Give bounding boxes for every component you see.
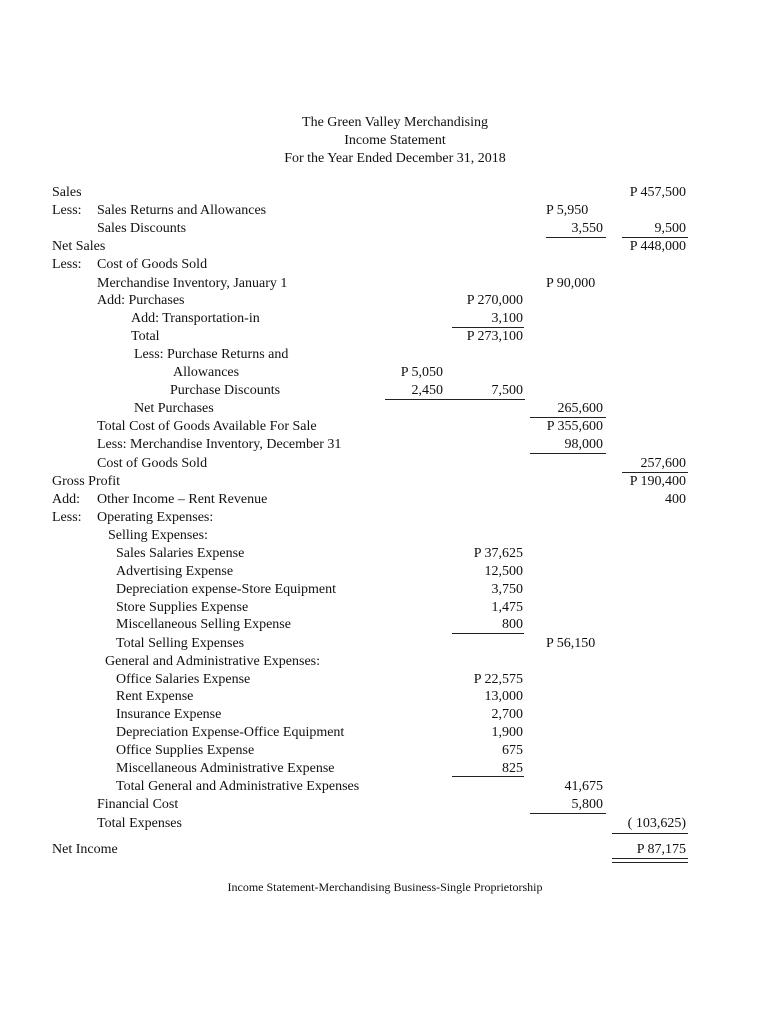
label-rent: Rent Expense	[116, 689, 194, 704]
value-advertising: 12,500	[484, 564, 523, 579]
label-operating-expenses: Operating Expenses:	[97, 510, 214, 525]
label-purchase-discounts: Purchase Discounts	[170, 383, 281, 398]
value-financial-cost: 5,800	[571, 797, 603, 812]
value-total-selling: P 56,150	[546, 636, 596, 651]
value-total: P 273,100	[466, 329, 523, 344]
value-net-sales: P 448,000	[629, 239, 686, 254]
label-depreciation-store: Depreciation expense-Store Equipment	[116, 582, 337, 597]
label-total-general-admin: Total General and Administrative Expenses	[116, 779, 360, 794]
label-purchases: Add: Purchases	[97, 293, 185, 308]
label-less-purchase-returns: Less: Purchase Returns and	[134, 347, 289, 362]
label-cogs-heading: Cost of Goods Sold	[97, 257, 208, 272]
value-total-sales-deductions: 9,500	[654, 221, 686, 236]
value-purchases: P 270,000	[466, 293, 523, 308]
value-misc-selling: 800	[502, 617, 523, 632]
label-misc-selling: Miscellaneous Selling Expense	[116, 617, 291, 632]
value-cost-of-goods-sold: 257,600	[640, 456, 686, 471]
label-misc-admin: Miscellaneous Administrative Expense	[116, 761, 335, 776]
value-sales-returns: P 5,950	[546, 203, 589, 218]
prefix-less-cogs: Less:	[52, 257, 82, 272]
value-depreciation-office: 1,900	[491, 725, 523, 740]
value-insurance: 2,700	[491, 707, 523, 722]
label-sales: Sales	[52, 185, 82, 200]
underline	[530, 813, 606, 814]
value-total-expenses: ( 103,625)	[627, 816, 686, 831]
value-gross-profit: P 190,400	[629, 474, 686, 489]
label-insurance: Insurance Expense	[116, 707, 222, 722]
value-inventory-dec: 98,000	[564, 437, 603, 452]
label-transportation-in: Add: Transportation-in	[131, 311, 260, 326]
value-purchase-deductions: 7,500	[491, 383, 523, 398]
footer-caption: Income Statement-Merchandising Business-Single Proprietorship	[227, 880, 543, 894]
label-allowances: Allowances	[173, 365, 240, 380]
value-sales: P 457,500	[629, 185, 686, 200]
statement-period: For the Year Ended December 31, 2018	[284, 151, 506, 166]
label-inventory-dec: Less: Merchandise Inventory, December 31	[97, 437, 342, 452]
label-office-supplies: Office Supplies Expense	[116, 743, 255, 758]
label-sales-returns: Sales Returns and Allowances	[97, 203, 267, 218]
label-sales-discounts: Sales Discounts	[97, 221, 187, 236]
label-store-supplies: Store Supplies Expense	[116, 600, 249, 615]
prefix-less-opex: Less:	[52, 510, 82, 525]
label-advertising: Advertising Expense	[116, 564, 234, 579]
double-underline	[612, 858, 688, 863]
statement-title: Income Statement	[344, 133, 446, 148]
underline	[452, 776, 524, 777]
label-sales-salaries: Sales Salaries Expense	[116, 546, 245, 561]
value-allowances: P 5,050	[400, 365, 443, 380]
label-depreciation-office: Depreciation Expense-Office Equipment	[116, 725, 345, 740]
value-purchase-discounts: 2,450	[411, 383, 443, 398]
value-misc-admin: 825	[502, 761, 523, 776]
label-inventory-jan: Merchandise Inventory, January 1	[97, 276, 288, 291]
label-selling-expenses: Selling Expenses:	[108, 528, 208, 543]
label-general-admin: General and Administrative Expenses:	[105, 654, 320, 669]
value-transportation-in: 3,100	[491, 311, 523, 326]
label-net-sales: Net Sales	[52, 239, 106, 254]
label-financial-cost: Financial Cost	[97, 797, 179, 812]
label-office-salaries: Office Salaries Expense	[116, 672, 251, 687]
prefix-less-returns: Less:	[52, 203, 82, 218]
value-office-supplies: 675	[502, 743, 523, 758]
label-other-income: Other Income – Rent Revenue	[97, 492, 268, 507]
value-sales-discounts: 3,550	[571, 221, 603, 236]
value-net-purchases: 265,600	[557, 401, 603, 416]
label-cost-of-goods-sold: Cost of Goods Sold	[97, 456, 208, 471]
value-total-general-admin: 41,675	[564, 779, 603, 794]
value-rent: 13,000	[484, 689, 523, 704]
label-net-income: Net Income	[52, 842, 118, 857]
value-goods-available: P 355,600	[546, 419, 603, 434]
label-total: Total	[131, 329, 160, 344]
value-net-income: P 87,175	[636, 842, 686, 857]
value-depreciation-store: 3,750	[491, 582, 523, 597]
underline	[452, 633, 524, 634]
label-net-purchases: Net Purchases	[134, 401, 214, 416]
value-office-salaries: P 22,575	[473, 672, 523, 687]
label-goods-available: Total Cost of Goods Available For Sale	[97, 419, 317, 434]
underline	[612, 833, 688, 834]
value-other-income: 400	[665, 492, 686, 507]
label-total-selling: Total Selling Expenses	[116, 636, 245, 651]
label-total-expenses: Total Expenses	[97, 816, 182, 831]
value-inventory-jan: P 90,000	[546, 276, 596, 291]
underline	[530, 453, 606, 454]
value-store-supplies: 1,475	[491, 600, 523, 615]
value-sales-salaries: P 37,625	[473, 546, 523, 561]
label-gross-profit: Gross Profit	[52, 474, 121, 489]
prefix-add-other-income: Add:	[52, 492, 80, 507]
company-name: The Green Valley Merchandising	[302, 115, 488, 130]
